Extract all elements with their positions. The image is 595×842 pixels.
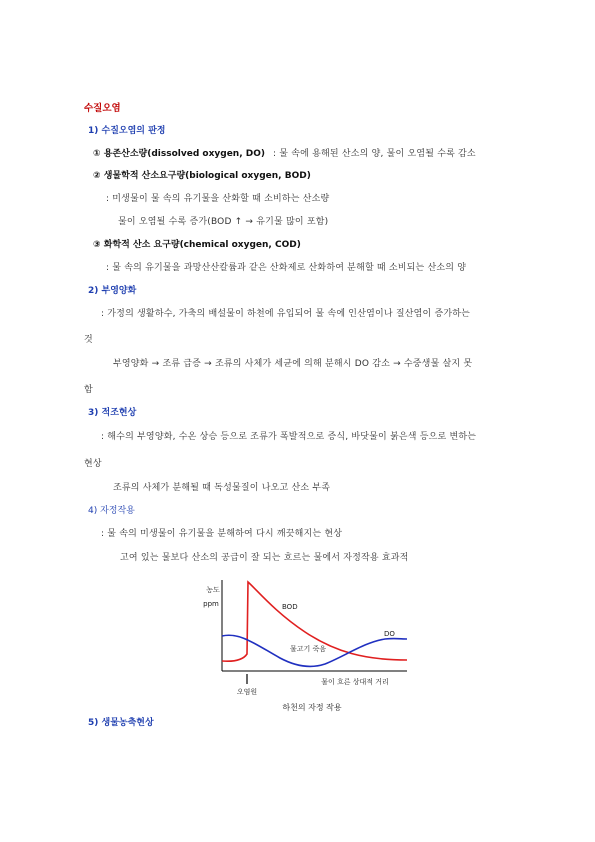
self-purification-note: 고여 있는 물보다 산소의 공급이 잘 되는 흐르는 물에서 자정작용 효과적	[120, 553, 409, 563]
heading-self-purification: 4) 자정작용	[88, 506, 135, 516]
cod-description: : 물 속의 유기물을 과망산산칼륨과 같은 산화제로 산화하여 분해할 때 소비되는 산소의 양	[106, 263, 467, 273]
bod-description: : 미생물이 물 속의 유기물을 산화할 때 소비하는 산소량	[106, 194, 330, 204]
heading-water-pollution-judgment: 1) 수질오염의 판정	[88, 126, 166, 136]
bod-label: BOD	[282, 603, 298, 611]
eutrophication-process-cont: 함	[84, 385, 93, 395]
eutrophication-description-cont: 것	[84, 335, 93, 345]
pollution-source-label: 오염원	[236, 688, 258, 696]
self-purification-description: : 물 속의 미생물이 유기물을 분해하여 다시 깨끗해지는 현상	[101, 529, 343, 539]
bod-description-2: 물이 오염될 수록 증가(BOD ↑ → 유기물 많이 포함)	[118, 217, 329, 227]
do-label: DO	[384, 630, 395, 638]
cod-term: ③ 화학적 산소 요구량(chemical oxygen, COD)	[93, 240, 301, 250]
x-axis-label: 물이 흐른 상대적 거리	[321, 678, 389, 686]
chart-caption: 하천의 자정 작용	[282, 703, 342, 712]
bod-term: ② 생물학적 산소요구량(biological oxygen, BOD)	[93, 171, 311, 181]
y-axis-label-top: 농도	[206, 586, 220, 594]
fish-death-label: 물고기 죽음	[290, 645, 327, 653]
y-axis-label: ppm	[203, 600, 219, 608]
section-title: 수질오염	[84, 103, 121, 114]
eutrophication-process: 부영양화 → 조류 급증 → 조류의 사체가 세균에 의해 분해시 DO 감소 → 수중생물 살지 못	[113, 359, 473, 369]
eutrophication-description: : 가정의 생활하수, 가축의 배설물이 하천에 유입되어 물 속에 인산염이나 질산염이 증가하는	[101, 309, 471, 319]
red-tide-description: : 해수의 부영양화, 수온 상승 등으로 조류가 폭발적으로 증식, 바닷물이 붉은색 등으로 변하는	[101, 432, 477, 442]
red-tide-description-cont: 현상	[84, 459, 102, 469]
do-term: ① 용존산소량(dissolved oxygen, DO)	[93, 149, 265, 159]
self-purification-chart	[195, 572, 425, 722]
red-tide-effect: 조류의 사체가 분해될 때 독성물질이 나오고 산소 부족	[113, 483, 331, 493]
heading-bioaccumulation: 5) 생물농축현상	[88, 718, 154, 728]
heading-eutrophication: 2) 부영양화	[88, 286, 137, 296]
do-description: : 물 속에 용해된 산소의 양, 물이 오염될 수록 감소	[273, 149, 476, 159]
heading-red-tide: 3) 적조현상	[88, 408, 137, 418]
